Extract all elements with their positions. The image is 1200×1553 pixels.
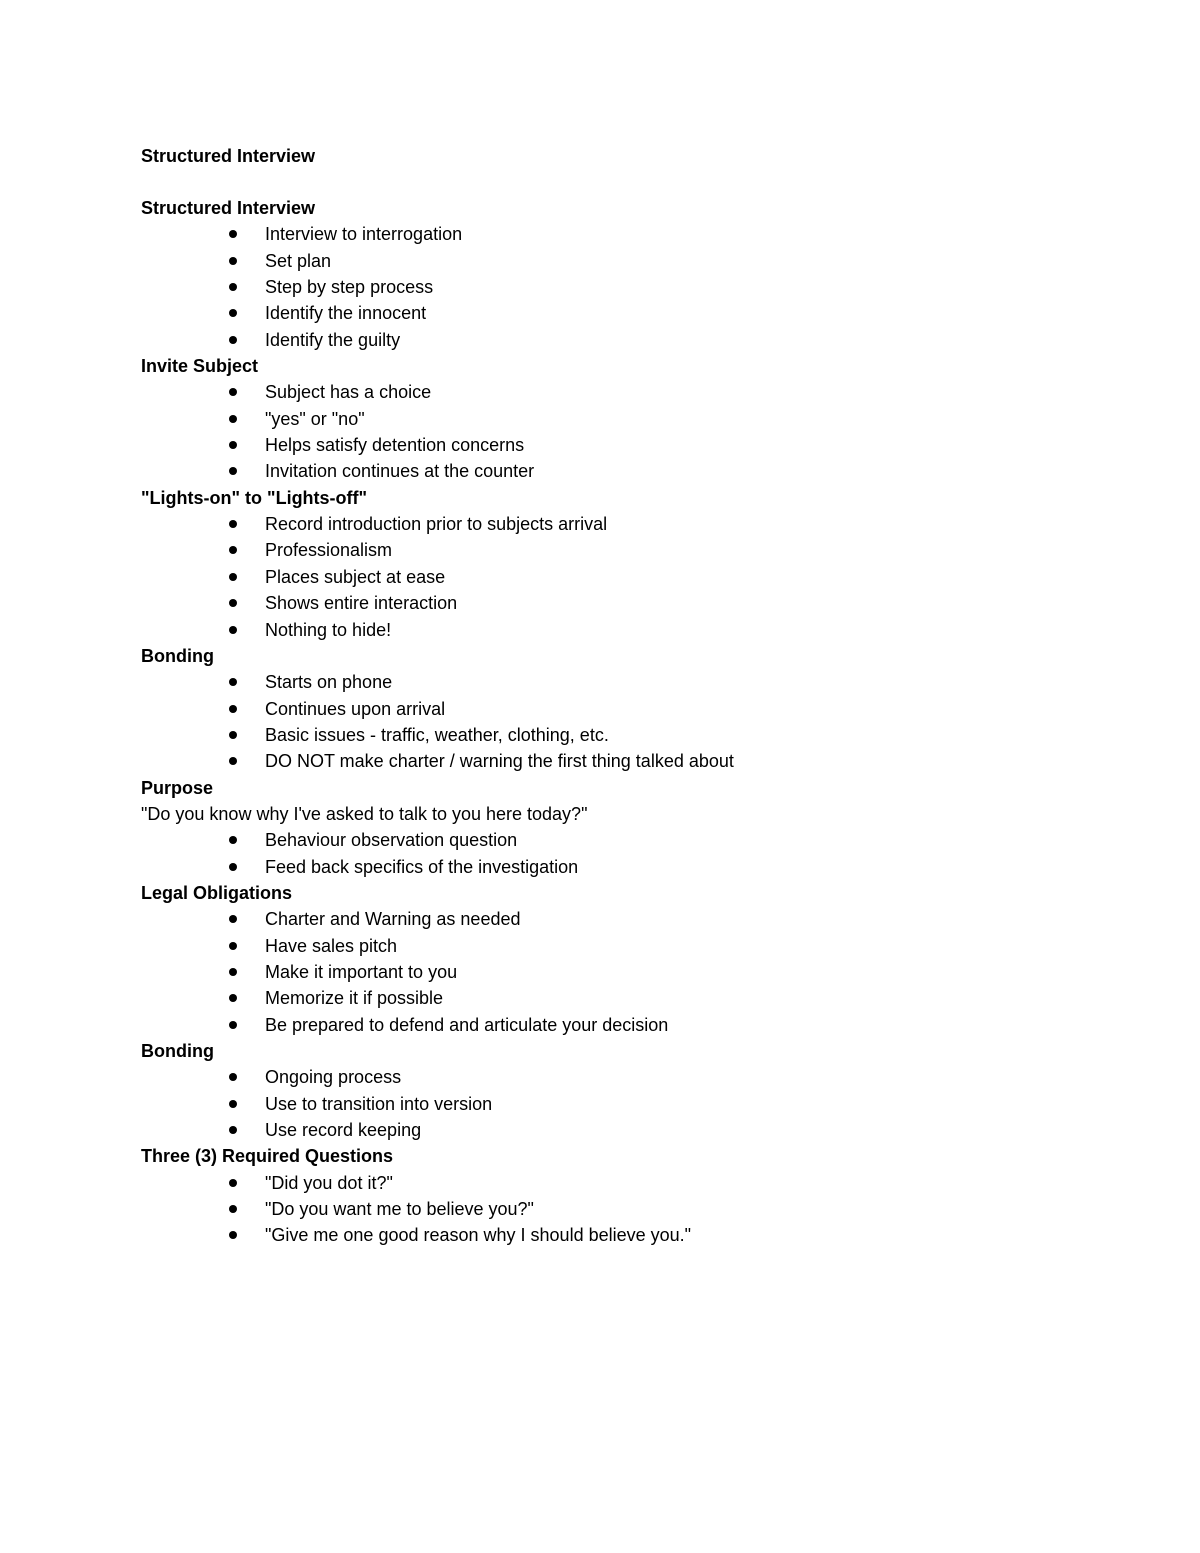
bullet-icon [229, 415, 237, 423]
list-item-text: Have sales pitch [265, 935, 398, 956]
list-item-text: Record introduction prior to subjects arrival [265, 514, 608, 535]
bullet-icon [229, 836, 237, 844]
bullet-icon [229, 599, 237, 607]
bullet-list [141, 1064, 1121, 1143]
list-item-text: DO NOT make charter / warning the first thing talked about [265, 751, 734, 772]
bullet-icon [229, 678, 237, 686]
list-item-text: Continues upon arrival [265, 698, 446, 719]
list-item [141, 458, 1121, 484]
bullet-icon [229, 705, 237, 713]
list-item-text: Identify the guilty [265, 329, 401, 350]
list-item-text: Ongoing process [265, 1067, 402, 1088]
bullet-icon [229, 283, 237, 291]
bullet-icon [229, 573, 237, 581]
list-item-text: "yes" or "no" [265, 408, 365, 429]
bullet-list [141, 827, 1121, 880]
list-item [141, 696, 1121, 722]
list-item [141, 669, 1121, 695]
section-heading: Purpose [141, 777, 214, 798]
section-purpose [141, 775, 1121, 880]
list-item [141, 985, 1121, 1011]
bullet-list [141, 221, 1121, 353]
list-item-text: Use record keeping [265, 1120, 422, 1141]
list-item-text: "Did you dot it?" [265, 1172, 393, 1193]
bullet-icon [229, 1021, 237, 1029]
bullet-list [141, 511, 1121, 643]
list-item [141, 221, 1121, 247]
bullet-icon [229, 731, 237, 739]
purpose-question: "Do you know why I've asked to talk to you here today?" [141, 803, 588, 824]
list-item [141, 248, 1121, 274]
section-structured-interview [141, 195, 1121, 353]
list-item-text: Identify the innocent [265, 303, 427, 324]
bullet-icon [229, 1231, 237, 1239]
list-item-text: Helps satisfy detention concerns [265, 435, 525, 456]
bullet-icon [229, 230, 237, 238]
list-item [141, 564, 1121, 590]
bullet-list [141, 379, 1121, 484]
list-item [141, 854, 1121, 880]
list-item-text: Nothing to hide! [265, 619, 392, 640]
section-bonding [141, 643, 1121, 775]
section-heading: Bonding [141, 645, 214, 666]
list-item-text: Subject has a choice [265, 382, 432, 403]
bullet-icon [229, 257, 237, 265]
list-item-text: Use to transition into version [265, 1093, 493, 1114]
list-item [141, 617, 1121, 643]
section-bonding-ongoing [141, 1038, 1121, 1143]
bullet-icon [229, 1179, 237, 1187]
list-item [141, 300, 1121, 326]
list-item-text: Interview to interrogation [265, 224, 463, 245]
list-item-text: Set plan [265, 250, 332, 271]
bullet-icon [229, 309, 237, 317]
list-item [141, 274, 1121, 300]
list-item [141, 1222, 1121, 1248]
section-legal-obligations [141, 880, 1121, 1038]
list-item [141, 906, 1121, 932]
bullet-icon [229, 1205, 237, 1213]
list-item [141, 406, 1121, 432]
list-item-text: Behaviour observation question [265, 830, 518, 851]
list-item [141, 959, 1121, 985]
list-item [141, 827, 1121, 853]
list-item-text: Invitation continues at the counter [265, 461, 535, 482]
bullet-icon [229, 915, 237, 923]
list-item [141, 327, 1121, 353]
list-item-text: Places subject at ease [265, 566, 446, 587]
bullet-icon [229, 441, 237, 449]
bullet-icon [229, 1126, 237, 1134]
bullet-icon [229, 757, 237, 765]
list-item [141, 933, 1121, 959]
list-item [141, 590, 1121, 616]
list-item [141, 1012, 1121, 1038]
list-item-text: Starts on phone [265, 672, 393, 693]
bullet-icon [229, 863, 237, 871]
section-heading: Three (3) Required Questions [141, 1146, 394, 1167]
bullet-icon [229, 626, 237, 634]
list-item-text: Make it important to you [265, 961, 458, 982]
section-invite-subject [141, 353, 1121, 485]
section-heading: Structured Interview [141, 198, 316, 218]
list-item-text: Professionalism [265, 540, 393, 561]
list-item [141, 1170, 1121, 1196]
list-item [141, 379, 1121, 405]
list-item [141, 511, 1121, 537]
bullet-list [141, 669, 1121, 774]
bullet-icon [229, 1100, 237, 1108]
list-item-text: "Do you want me to believe you?" [265, 1199, 534, 1220]
list-item [141, 1091, 1121, 1117]
bullet-icon [229, 546, 237, 554]
list-item [141, 748, 1121, 774]
bullet-icon [229, 388, 237, 396]
list-item-text: Basic issues - traffic, weather, clothing, etc. [265, 724, 609, 745]
list-item-text: Step by step process [265, 277, 434, 298]
list-item-text: Be prepared to defend and articulate your decision [265, 1014, 669, 1035]
section-heading: Invite Subject [141, 356, 259, 377]
section-heading: "Lights-on" to "Lights-off" [141, 487, 368, 508]
list-item-text: "Give me one good reason why I should believe you." [265, 1225, 692, 1246]
bullet-icon [229, 1073, 237, 1081]
bullet-icon [229, 467, 237, 475]
list-item-text: Feed back specifics of the investigation [265, 856, 579, 877]
list-item [141, 722, 1121, 748]
bullet-icon [229, 942, 237, 950]
list-item-text: Memorize it if possible [265, 988, 444, 1009]
list-item-text: Charter and Warning as needed [265, 909, 521, 930]
document-body [141, 143, 1121, 1249]
blank-line [141, 169, 1121, 195]
document-title: Structured Interview [141, 146, 316, 166]
list-item [141, 537, 1121, 563]
bullet-list [141, 906, 1121, 1038]
bullet-icon [229, 994, 237, 1002]
list-item [141, 1196, 1121, 1222]
list-item [141, 1064, 1121, 1090]
bullet-icon [229, 336, 237, 344]
section-heading: Legal Obligations [141, 882, 293, 903]
bullet-icon [229, 968, 237, 976]
list-item [141, 1117, 1121, 1143]
section-required-questions [141, 1143, 1121, 1248]
section-lights-on-lights-off [141, 485, 1121, 643]
list-item-text: Shows entire interaction [265, 593, 458, 614]
bullet-list [141, 1170, 1121, 1249]
list-item [141, 432, 1121, 458]
section-heading: Bonding [141, 1041, 214, 1061]
bullet-icon [229, 520, 237, 528]
